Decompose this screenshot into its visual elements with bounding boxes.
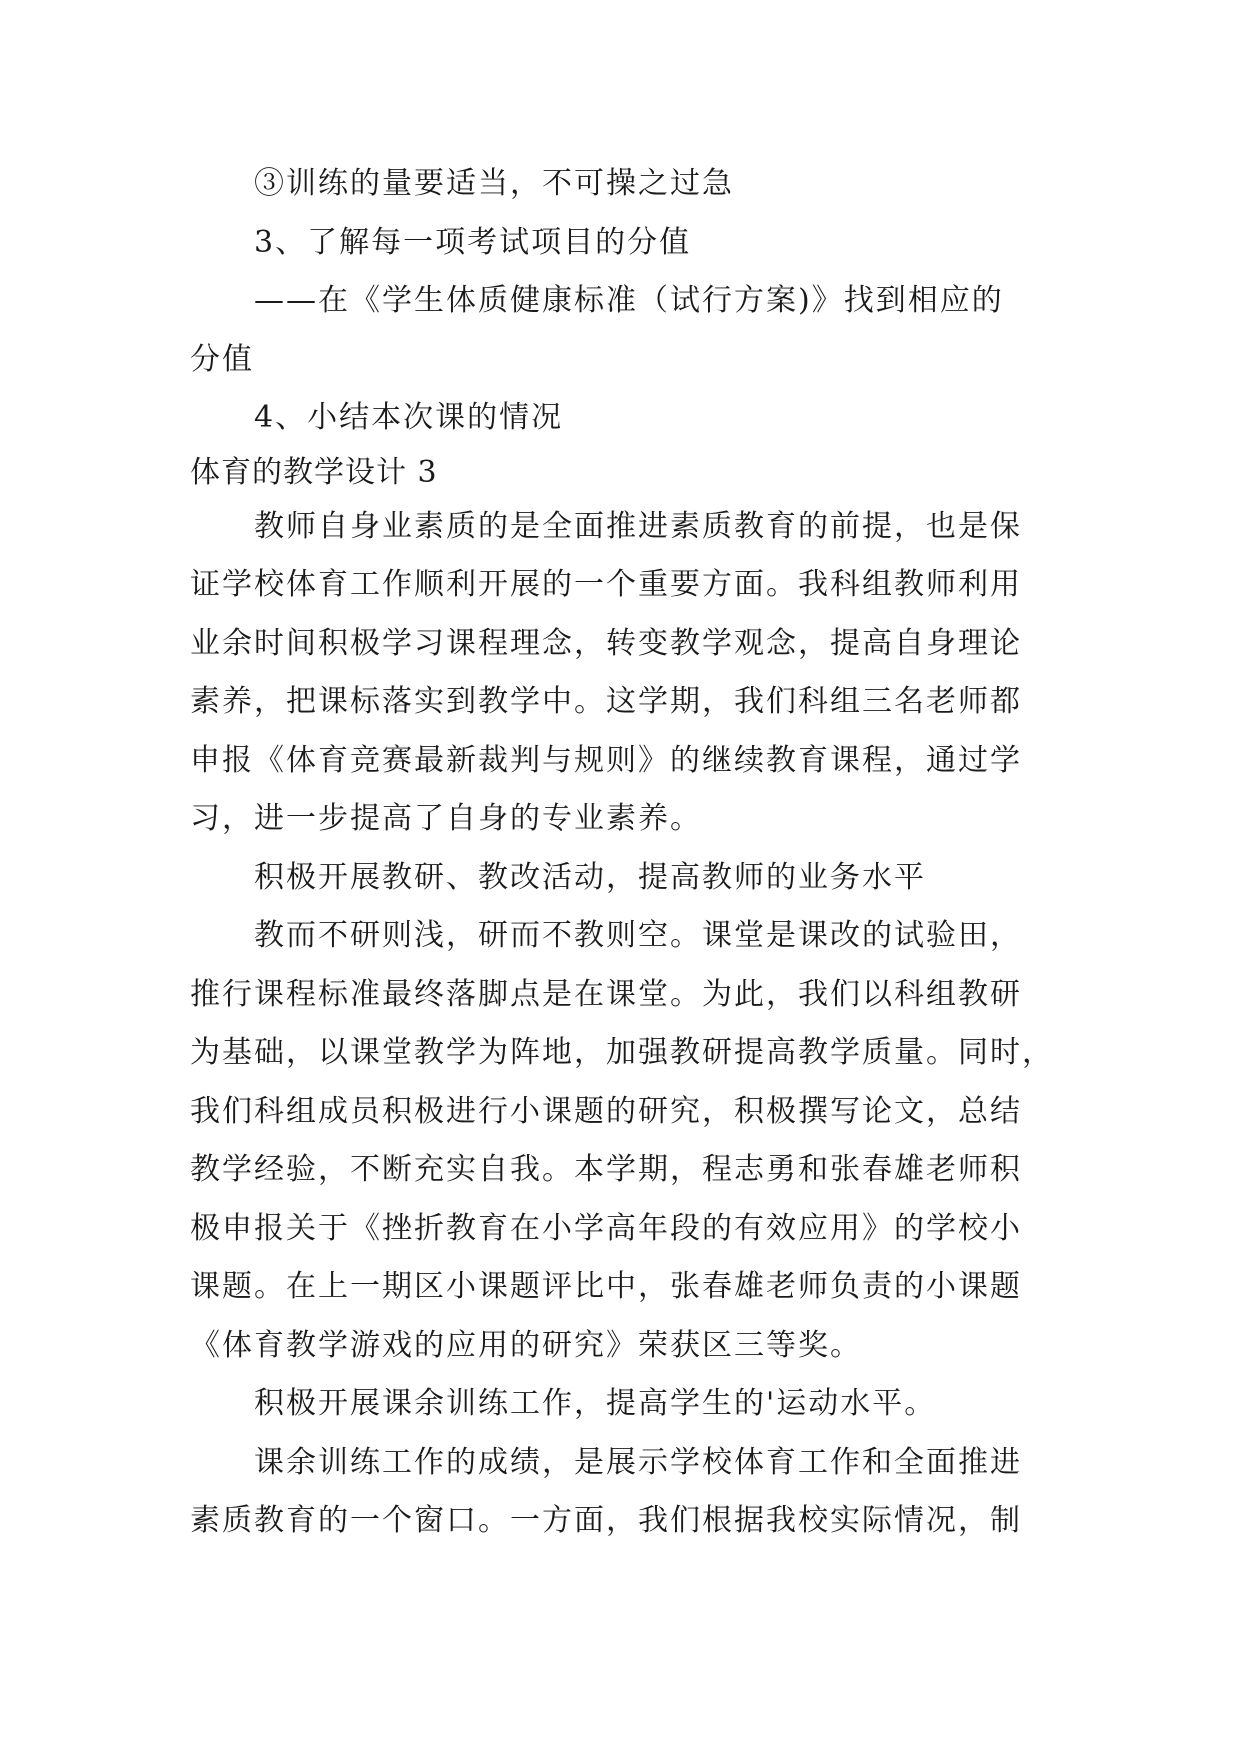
- paragraph-line: 申报《体育竞赛最新裁判与规则》的继续教育课程，通过学: [190, 742, 1022, 778]
- paragraph-line: 证学校体育工作顺利开展的一个重要方面。我科组教师利用: [190, 567, 1022, 602]
- paragraph-line: 极申报关于《挫折教育在小学高年段的有效应用》的学校小: [190, 1210, 1022, 1246]
- research-subheading: 积极开展教研、教改活动，提高教师的业务水平: [254, 859, 926, 895]
- paragraph-line: 教而不研则浅，研而不教则空。课堂是课改的试验田，: [254, 918, 1022, 953]
- paragraph-line: 素养，把课标落实到教学中。这学期，我们科组三名老师都: [190, 684, 1022, 719]
- teacher-quality-paragraph: [190, 498, 1055, 849]
- paragraph-line: ——在《学生体质健康标准（试行方案)》找到相应的: [254, 283, 1004, 318]
- paragraph-line: 分值: [190, 341, 254, 377]
- step-3-heading: 3、了解每一项考试项目的分值: [254, 224, 692, 260]
- paragraph-line: 课题。在上一期区小课题评比中，张春雄老师负责的小课题: [190, 1269, 1022, 1304]
- paragraph-line: 教师自身业素质的是全面推进素质教育的前提，也是保: [254, 508, 1022, 544]
- paragraph-line: 习，进一步提高了自身的专业素养。: [190, 801, 702, 836]
- training-amount-item: ③训练的量要适当，不可操之过急: [254, 166, 734, 201]
- paragraph-line: 我们科组成员积极进行小课题的研究，积极撰写论文，总结: [190, 1093, 1022, 1129]
- paragraph-line: 推行课程标准最终落脚点是在课堂。为此，我们以科组教研: [190, 976, 1022, 1012]
- paragraph-line: 业余时间积极学习课程理念，转变教学观念，提高自身理论: [190, 625, 1022, 661]
- paragraph-line: 课余训练工作的成绩，是展示学校体育工作和全面推进: [254, 1444, 1022, 1480]
- training-subheading: 积极开展课余训练工作，提高学生的'运动水平。: [254, 1386, 937, 1421]
- step-4-heading: 4、小结本次课的情况: [254, 400, 564, 435]
- paragraph-line: 素质教育的一个窗口。一方面，我们根据我校实际情况，制: [190, 1503, 1022, 1538]
- document-body: [190, 155, 1055, 1551]
- training-paragraph: [190, 1434, 1055, 1551]
- paragraph-line: 《体育教学游戏的应用的研究》荣获区三等奖。: [190, 1327, 862, 1363]
- research-paragraph: [190, 907, 1055, 1375]
- score-standard-paragraph: [190, 272, 1055, 389]
- paragraph-line: 教学经验，不断充实自我。本学期，程志勇和张春雄老师积: [190, 1152, 1022, 1187]
- paragraph-line: 为基础，以课堂教学为阵地，加强教研提高教学质量。同时，: [190, 1035, 1054, 1070]
- section-title: 体育的教学设计 3: [190, 454, 438, 490]
